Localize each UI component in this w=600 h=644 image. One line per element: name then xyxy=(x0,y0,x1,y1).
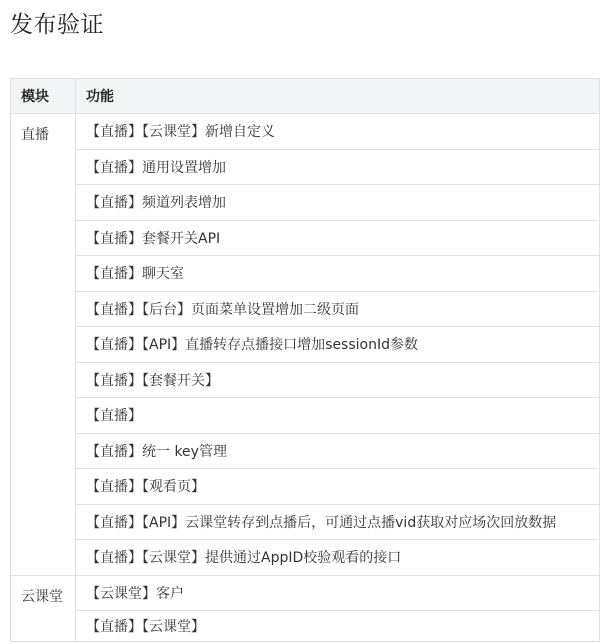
table-row xyxy=(11,611,600,642)
table-row xyxy=(11,149,600,185)
table-row xyxy=(11,362,600,398)
feature-cell: 【直播】聊天室 xyxy=(76,256,600,292)
feature-cell: 【直播】频道列表增加 xyxy=(76,185,600,221)
feature-cell: 【直播】【后台】页面菜单设置增加二级页面 xyxy=(76,291,600,327)
feature-cell: 【直播】 xyxy=(76,398,600,434)
feature-cell: 【直播】通用设置增加 xyxy=(76,149,600,185)
feature-cell: 【直播】【套餐开关】 xyxy=(76,362,600,398)
module-column-header: 模块 xyxy=(11,79,76,114)
table-row xyxy=(11,185,600,221)
feature-cell: 【直播】【云课堂】 xyxy=(76,611,600,642)
feature-cell: 【直播】套餐开关API xyxy=(76,220,600,256)
table-row xyxy=(11,114,600,150)
table-row xyxy=(11,433,600,469)
table-row xyxy=(11,327,600,363)
release-verification-table xyxy=(10,78,600,642)
feature-column-header: 功能 xyxy=(76,79,600,114)
feature-cell: 【直播】【云课堂】新增自定义 xyxy=(76,114,600,150)
feature-cell: 【云课堂】客户 xyxy=(76,575,600,611)
feature-cell: 【直播】【API】云课堂转存到点播后，可通过点播vid获取对应场次回放数据 xyxy=(76,504,600,540)
table-row xyxy=(11,398,600,434)
feature-cell: 【直播】【观看页】 xyxy=(76,469,600,505)
table-row xyxy=(11,291,600,327)
table-row xyxy=(11,220,600,256)
table-row xyxy=(11,575,600,611)
table-row xyxy=(11,540,600,576)
feature-cell: 【直播】【云课堂】提供通过AppID校验观看的接口 xyxy=(76,540,600,576)
table-row xyxy=(11,469,600,505)
feature-cell: 【直播】统一 key管理 xyxy=(76,433,600,469)
table-header-row xyxy=(11,79,600,114)
module-cell-live: 直播 xyxy=(11,114,76,576)
page-title: 发布验证 xyxy=(10,12,104,38)
module-cell-cloud-class: 云课堂 xyxy=(11,575,76,642)
table-row xyxy=(11,504,600,540)
feature-cell: 【直播】【API】直播转存点播接口增加sessionId参数 xyxy=(76,327,600,363)
table-row xyxy=(11,256,600,292)
